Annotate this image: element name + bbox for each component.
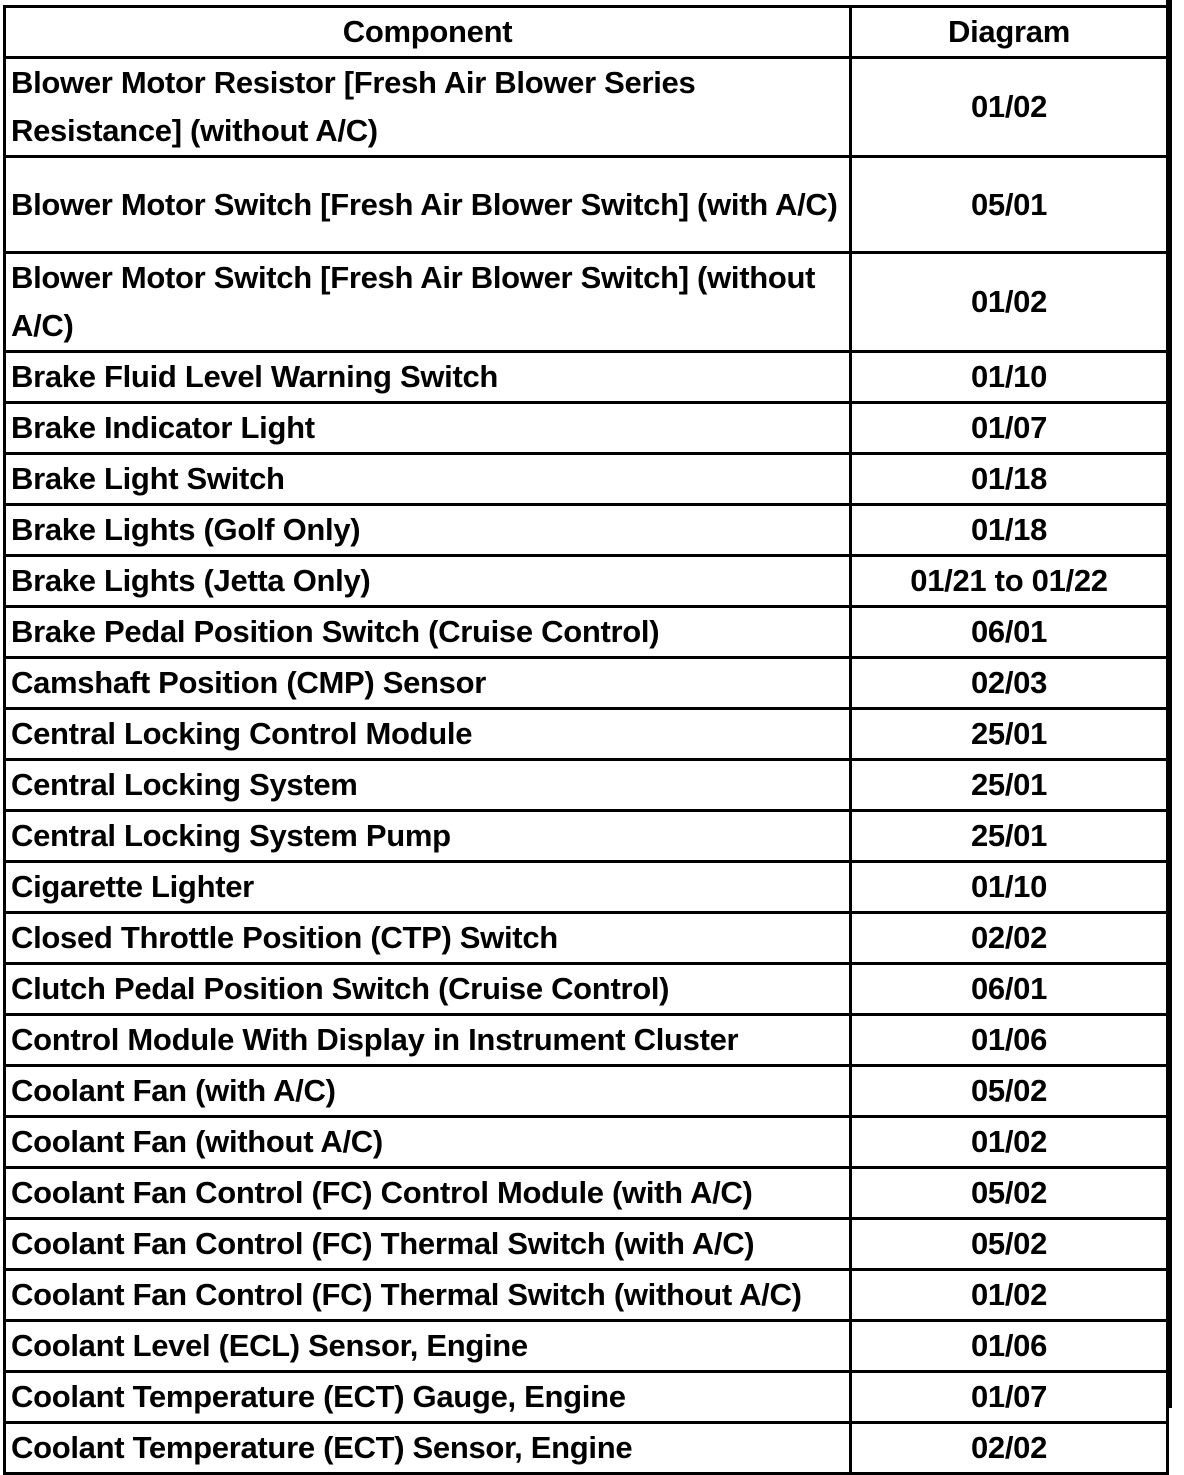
table-row bbox=[5, 157, 1168, 253]
table-row bbox=[5, 1423, 1168, 1474]
table-header bbox=[5, 7, 1168, 58]
component-cell: Coolant Temperature (ECT) Sensor, Engine bbox=[5, 1423, 851, 1474]
component-cell: Brake Lights (Golf Only) bbox=[5, 505, 851, 556]
component-cell: Coolant Fan Control (FC) Thermal Switch (without A/C) bbox=[5, 1270, 851, 1321]
page-edge-line bbox=[1166, 0, 1172, 1408]
diagram-cell: 05/02 bbox=[851, 1168, 1168, 1219]
component-cell: Control Module With Display in Instrument Cluster bbox=[5, 1015, 851, 1066]
table-row bbox=[5, 862, 1168, 913]
component-cell: Central Locking System bbox=[5, 760, 851, 811]
component-cell: Clutch Pedal Position Switch (Cruise Control) bbox=[5, 964, 851, 1015]
component-cell: Coolant Level (ECL) Sensor, Engine bbox=[5, 1321, 851, 1372]
diagram-cell: 01/02 bbox=[851, 58, 1168, 157]
component-cell: Brake Pedal Position Switch (Cruise Control) bbox=[5, 607, 851, 658]
diagram-cell: 01/02 bbox=[851, 1270, 1168, 1321]
diagram-cell: 02/03 bbox=[851, 658, 1168, 709]
component-cell: Brake Indicator Light bbox=[5, 403, 851, 454]
header-row bbox=[5, 7, 1168, 58]
table-row bbox=[5, 556, 1168, 607]
component-cell: Blower Motor Resistor [Fresh Air Blower Series Resistance] (without A/C) bbox=[5, 58, 851, 157]
diagram-cell: 01/02 bbox=[851, 1117, 1168, 1168]
table-row bbox=[5, 1372, 1168, 1423]
component-column-header: Component bbox=[5, 7, 851, 58]
diagram-cell: 01/07 bbox=[851, 1372, 1168, 1423]
diagram-cell: 01/02 bbox=[851, 253, 1168, 352]
table-row bbox=[5, 913, 1168, 964]
table-row bbox=[5, 811, 1168, 862]
diagram-cell: 01/06 bbox=[851, 1015, 1168, 1066]
component-cell: Coolant Fan Control (FC) Control Module (with A/C) bbox=[5, 1168, 851, 1219]
component-cell: Blower Motor Switch [Fresh Air Blower Switch] (without A/C) bbox=[5, 253, 851, 352]
table-row bbox=[5, 454, 1168, 505]
diagram-cell: 01/18 bbox=[851, 505, 1168, 556]
component-cell: Coolant Fan (without A/C) bbox=[5, 1117, 851, 1168]
component-cell: Central Locking System Pump bbox=[5, 811, 851, 862]
diagram-cell: 02/02 bbox=[851, 913, 1168, 964]
table-row bbox=[5, 1168, 1168, 1219]
diagram-cell: 01/07 bbox=[851, 403, 1168, 454]
table-body bbox=[5, 58, 1168, 1474]
diagram-cell: 05/02 bbox=[851, 1066, 1168, 1117]
diagram-cell: 01/10 bbox=[851, 352, 1168, 403]
component-cell: Cigarette Lighter bbox=[5, 862, 851, 913]
table-row bbox=[5, 505, 1168, 556]
table-row bbox=[5, 607, 1168, 658]
table-row bbox=[5, 760, 1168, 811]
component-diagram-table bbox=[3, 5, 1169, 1475]
component-cell: Coolant Fan Control (FC) Thermal Switch (with A/C) bbox=[5, 1219, 851, 1270]
diagram-cell: 01/18 bbox=[851, 454, 1168, 505]
component-cell: Brake Fluid Level Warning Switch bbox=[5, 352, 851, 403]
diagram-cell: 06/01 bbox=[851, 964, 1168, 1015]
table-row bbox=[5, 658, 1168, 709]
diagram-cell: 25/01 bbox=[851, 811, 1168, 862]
component-cell: Blower Motor Switch [Fresh Air Blower Switch] (with A/C) bbox=[5, 157, 851, 253]
table-row bbox=[5, 403, 1168, 454]
component-cell: Coolant Fan (with A/C) bbox=[5, 1066, 851, 1117]
diagram-cell: 05/01 bbox=[851, 157, 1168, 253]
diagram-column-header: Diagram bbox=[851, 7, 1168, 58]
diagram-cell: 01/21 to 01/22 bbox=[851, 556, 1168, 607]
component-cell: Camshaft Position (CMP) Sensor bbox=[5, 658, 851, 709]
diagram-cell: 05/02 bbox=[851, 1219, 1168, 1270]
diagram-cell: 01/06 bbox=[851, 1321, 1168, 1372]
table-row bbox=[5, 1270, 1168, 1321]
table-row bbox=[5, 709, 1168, 760]
component-cell: Brake Light Switch bbox=[5, 454, 851, 505]
diagram-cell: 25/01 bbox=[851, 760, 1168, 811]
table-row bbox=[5, 58, 1168, 157]
table-row bbox=[5, 1066, 1168, 1117]
table-row bbox=[5, 1117, 1168, 1168]
diagram-cell: 01/10 bbox=[851, 862, 1168, 913]
component-cell: Brake Lights (Jetta Only) bbox=[5, 556, 851, 607]
table-row bbox=[5, 1219, 1168, 1270]
table-row bbox=[5, 253, 1168, 352]
table-row bbox=[5, 352, 1168, 403]
table-row bbox=[5, 964, 1168, 1015]
component-cell: Central Locking Control Module bbox=[5, 709, 851, 760]
table-row bbox=[5, 1321, 1168, 1372]
diagram-cell: 25/01 bbox=[851, 709, 1168, 760]
diagram-cell: 06/01 bbox=[851, 607, 1168, 658]
component-cell: Closed Throttle Position (CTP) Switch bbox=[5, 913, 851, 964]
component-cell: Coolant Temperature (ECT) Gauge, Engine bbox=[5, 1372, 851, 1423]
table-row bbox=[5, 1015, 1168, 1066]
diagram-cell: 02/02 bbox=[851, 1423, 1168, 1474]
